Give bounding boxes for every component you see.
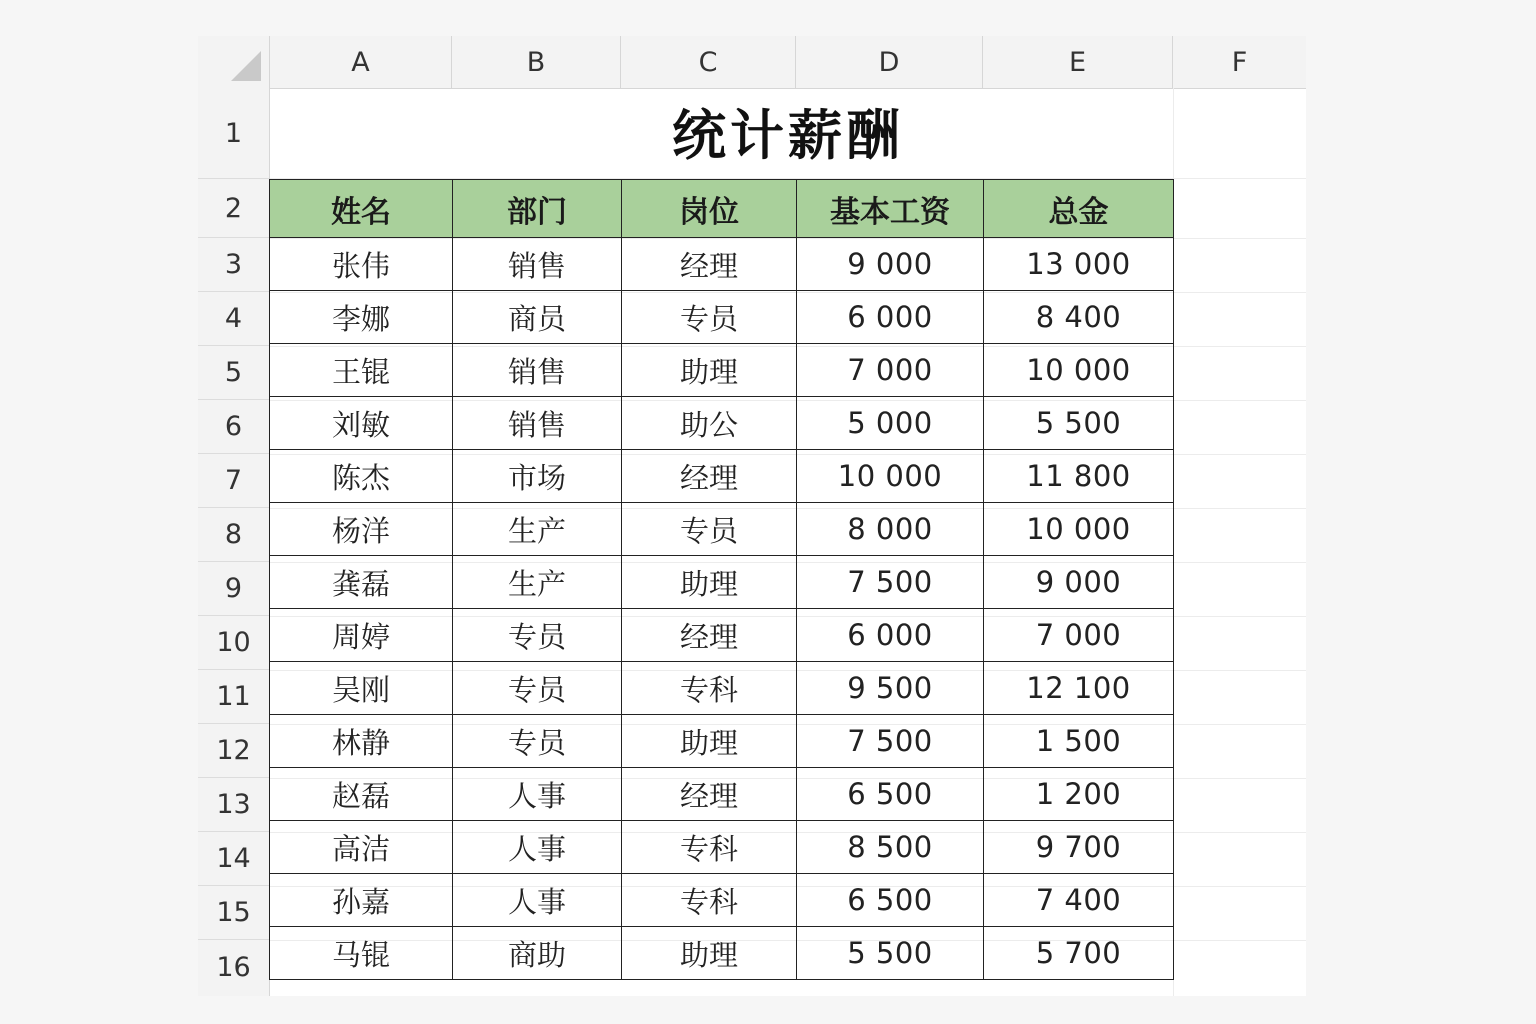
column-header-c[interactable]: C [621, 36, 796, 88]
table-row [270, 556, 1174, 609]
cell[interactable]: 刘敏 [270, 397, 453, 450]
cell[interactable]: 7 500 [797, 556, 984, 609]
cell[interactable]: 经理 [622, 609, 797, 662]
column-header-a[interactable]: A [270, 36, 452, 88]
table-row [270, 503, 1174, 556]
cell[interactable]: 市场 [453, 450, 622, 503]
row-header-5[interactable]: 5 [198, 346, 269, 400]
table-row [270, 397, 1174, 450]
cell[interactable]: 经理 [622, 768, 797, 821]
select-all-corner[interactable] [198, 36, 270, 88]
cell[interactable]: 销售 [453, 238, 622, 291]
cell[interactable]: 1 500 [984, 715, 1174, 768]
row-header-9[interactable]: 9 [198, 562, 269, 616]
row-header-8[interactable]: 8 [198, 508, 269, 562]
cell[interactable]: 生产 [453, 556, 622, 609]
cell[interactable]: 13 000 [984, 238, 1174, 291]
cell[interactable]: 5 000 [797, 397, 984, 450]
cell[interactable]: 赵磊 [270, 768, 453, 821]
cell[interactable]: 经理 [622, 450, 797, 503]
cell[interactable]: 专员 [622, 503, 797, 556]
salary-table [269, 179, 1174, 980]
cell[interactable]: 人事 [453, 821, 622, 874]
row-header-7[interactable]: 7 [198, 454, 269, 508]
cell[interactable]: 10 000 [984, 503, 1174, 556]
cell[interactable]: 11 800 [984, 450, 1174, 503]
column-header-e[interactable]: E [983, 36, 1173, 88]
cell[interactable]: 销售 [453, 397, 622, 450]
column-header-f[interactable]: F [1231, 47, 1248, 78]
row-header-6[interactable]: 6 [198, 400, 269, 454]
row-header-15[interactable]: 15 [198, 886, 269, 940]
cell[interactable]: 专员 [453, 715, 622, 768]
table-row [270, 344, 1174, 397]
cell[interactable]: 7 000 [797, 344, 984, 397]
row-header-2[interactable]: 2 [198, 179, 269, 238]
row-header-16[interactable]: 16 [216, 952, 251, 983]
cell[interactable]: 9 000 [797, 238, 984, 291]
cell[interactable]: 孙嘉 [270, 874, 453, 927]
row-header-14[interactable]: 14 [198, 832, 269, 886]
select-all-icon [231, 51, 261, 81]
cell[interactable]: 6 500 [797, 874, 984, 927]
cell[interactable]: 王锟 [270, 344, 453, 397]
cell[interactable]: 12 100 [984, 662, 1174, 715]
cell[interactable]: 专员 [622, 291, 797, 344]
cell[interactable]: 周婷 [270, 609, 453, 662]
cell[interactable]: 助理 [622, 715, 797, 768]
cell[interactable]: 吴刚 [270, 662, 453, 715]
sheet-title[interactable]: 统计薪酬 [672, 104, 904, 167]
cell[interactable]: 10 000 [984, 344, 1174, 397]
cell[interactable]: 助理 [622, 344, 797, 397]
cell[interactable]: 杨洋 [270, 503, 453, 556]
cell[interactable]: 林静 [270, 715, 453, 768]
cell[interactable]: 6 000 [797, 291, 984, 344]
column-header-b[interactable]: B [452, 36, 621, 88]
cell[interactable]: 8 000 [797, 503, 984, 556]
cell[interactable]: 7 500 [797, 715, 984, 768]
row-header-10[interactable]: 10 [198, 616, 269, 670]
cell[interactable]: 6 000 [797, 609, 984, 662]
cell[interactable]: 专科 [622, 874, 797, 927]
table-row [270, 874, 1174, 927]
cell[interactable]: 人事 [453, 768, 622, 821]
cell[interactable]: 8 500 [797, 821, 984, 874]
cell[interactable]: 销售 [453, 344, 622, 397]
cell[interactable]: 人事 [453, 874, 622, 927]
cell[interactable]: 生产 [453, 503, 622, 556]
row-header-12[interactable]: 12 [198, 724, 269, 778]
table-row [270, 927, 1174, 980]
table-row [270, 715, 1174, 768]
cell[interactable]: 5 500 [984, 397, 1174, 450]
cell[interactable]: 8 400 [984, 291, 1174, 344]
cell[interactable]: 专员 [453, 609, 622, 662]
cell[interactable]: 专科 [622, 662, 797, 715]
cell[interactable]: 陈杰 [270, 450, 453, 503]
header-cell-total[interactable]: 总金 [984, 180, 1174, 238]
cell[interactable]: 商员 [453, 291, 622, 344]
cell[interactable]: 9 700 [984, 821, 1174, 874]
cell[interactable]: 5 700 [984, 927, 1174, 980]
cell[interactable]: 助理 [622, 927, 797, 980]
cell[interactable]: 助理 [622, 556, 797, 609]
header-cell-department[interactable]: 部门 [453, 180, 622, 238]
cell[interactable]: 1 200 [984, 768, 1174, 821]
row-header-11[interactable]: 11 [198, 670, 269, 724]
cell[interactable]: 10 000 [797, 450, 984, 503]
table-row [270, 238, 1174, 291]
cell[interactable]: 高洁 [270, 821, 453, 874]
cell[interactable]: 经理 [622, 238, 797, 291]
cell[interactable]: 9 000 [984, 556, 1174, 609]
row-header-bar [198, 88, 270, 996]
row-header-1[interactable]: 1 [198, 88, 269, 179]
cell[interactable]: 张伟 [270, 238, 453, 291]
table-row [270, 609, 1174, 662]
cell[interactable]: 专员 [453, 662, 622, 715]
row-header-3[interactable]: 3 [198, 238, 269, 292]
cell[interactable]: 马锟 [270, 927, 453, 980]
header-cell-base-salary[interactable]: 基本工资 [797, 180, 984, 238]
cell[interactable]: 6 500 [797, 768, 984, 821]
column-header-d[interactable]: D [796, 36, 983, 88]
cell[interactable]: 商助 [453, 927, 622, 980]
header-cell-name[interactable]: 姓名 [270, 180, 453, 238]
cell[interactable]: 助公 [622, 397, 797, 450]
table-row [270, 821, 1174, 874]
table-row [270, 662, 1174, 715]
header-cell-position[interactable]: 岗位 [622, 180, 797, 238]
cell[interactable]: 5 500 [797, 927, 984, 980]
row-header-13[interactable]: 13 [198, 778, 269, 832]
table-row [270, 291, 1174, 344]
table-row [270, 768, 1174, 821]
spreadsheet [198, 36, 1306, 996]
table-row [270, 450, 1174, 503]
table-header-row [270, 180, 1174, 238]
cell[interactable]: 7 400 [984, 874, 1174, 927]
cell[interactable]: 专科 [622, 821, 797, 874]
cell[interactable]: 李娜 [270, 291, 453, 344]
cell[interactable]: 9 500 [797, 662, 984, 715]
cell[interactable]: 7 000 [984, 609, 1174, 662]
row-header-4[interactable]: 4 [198, 292, 269, 346]
cell[interactable]: 龚磊 [270, 556, 453, 609]
